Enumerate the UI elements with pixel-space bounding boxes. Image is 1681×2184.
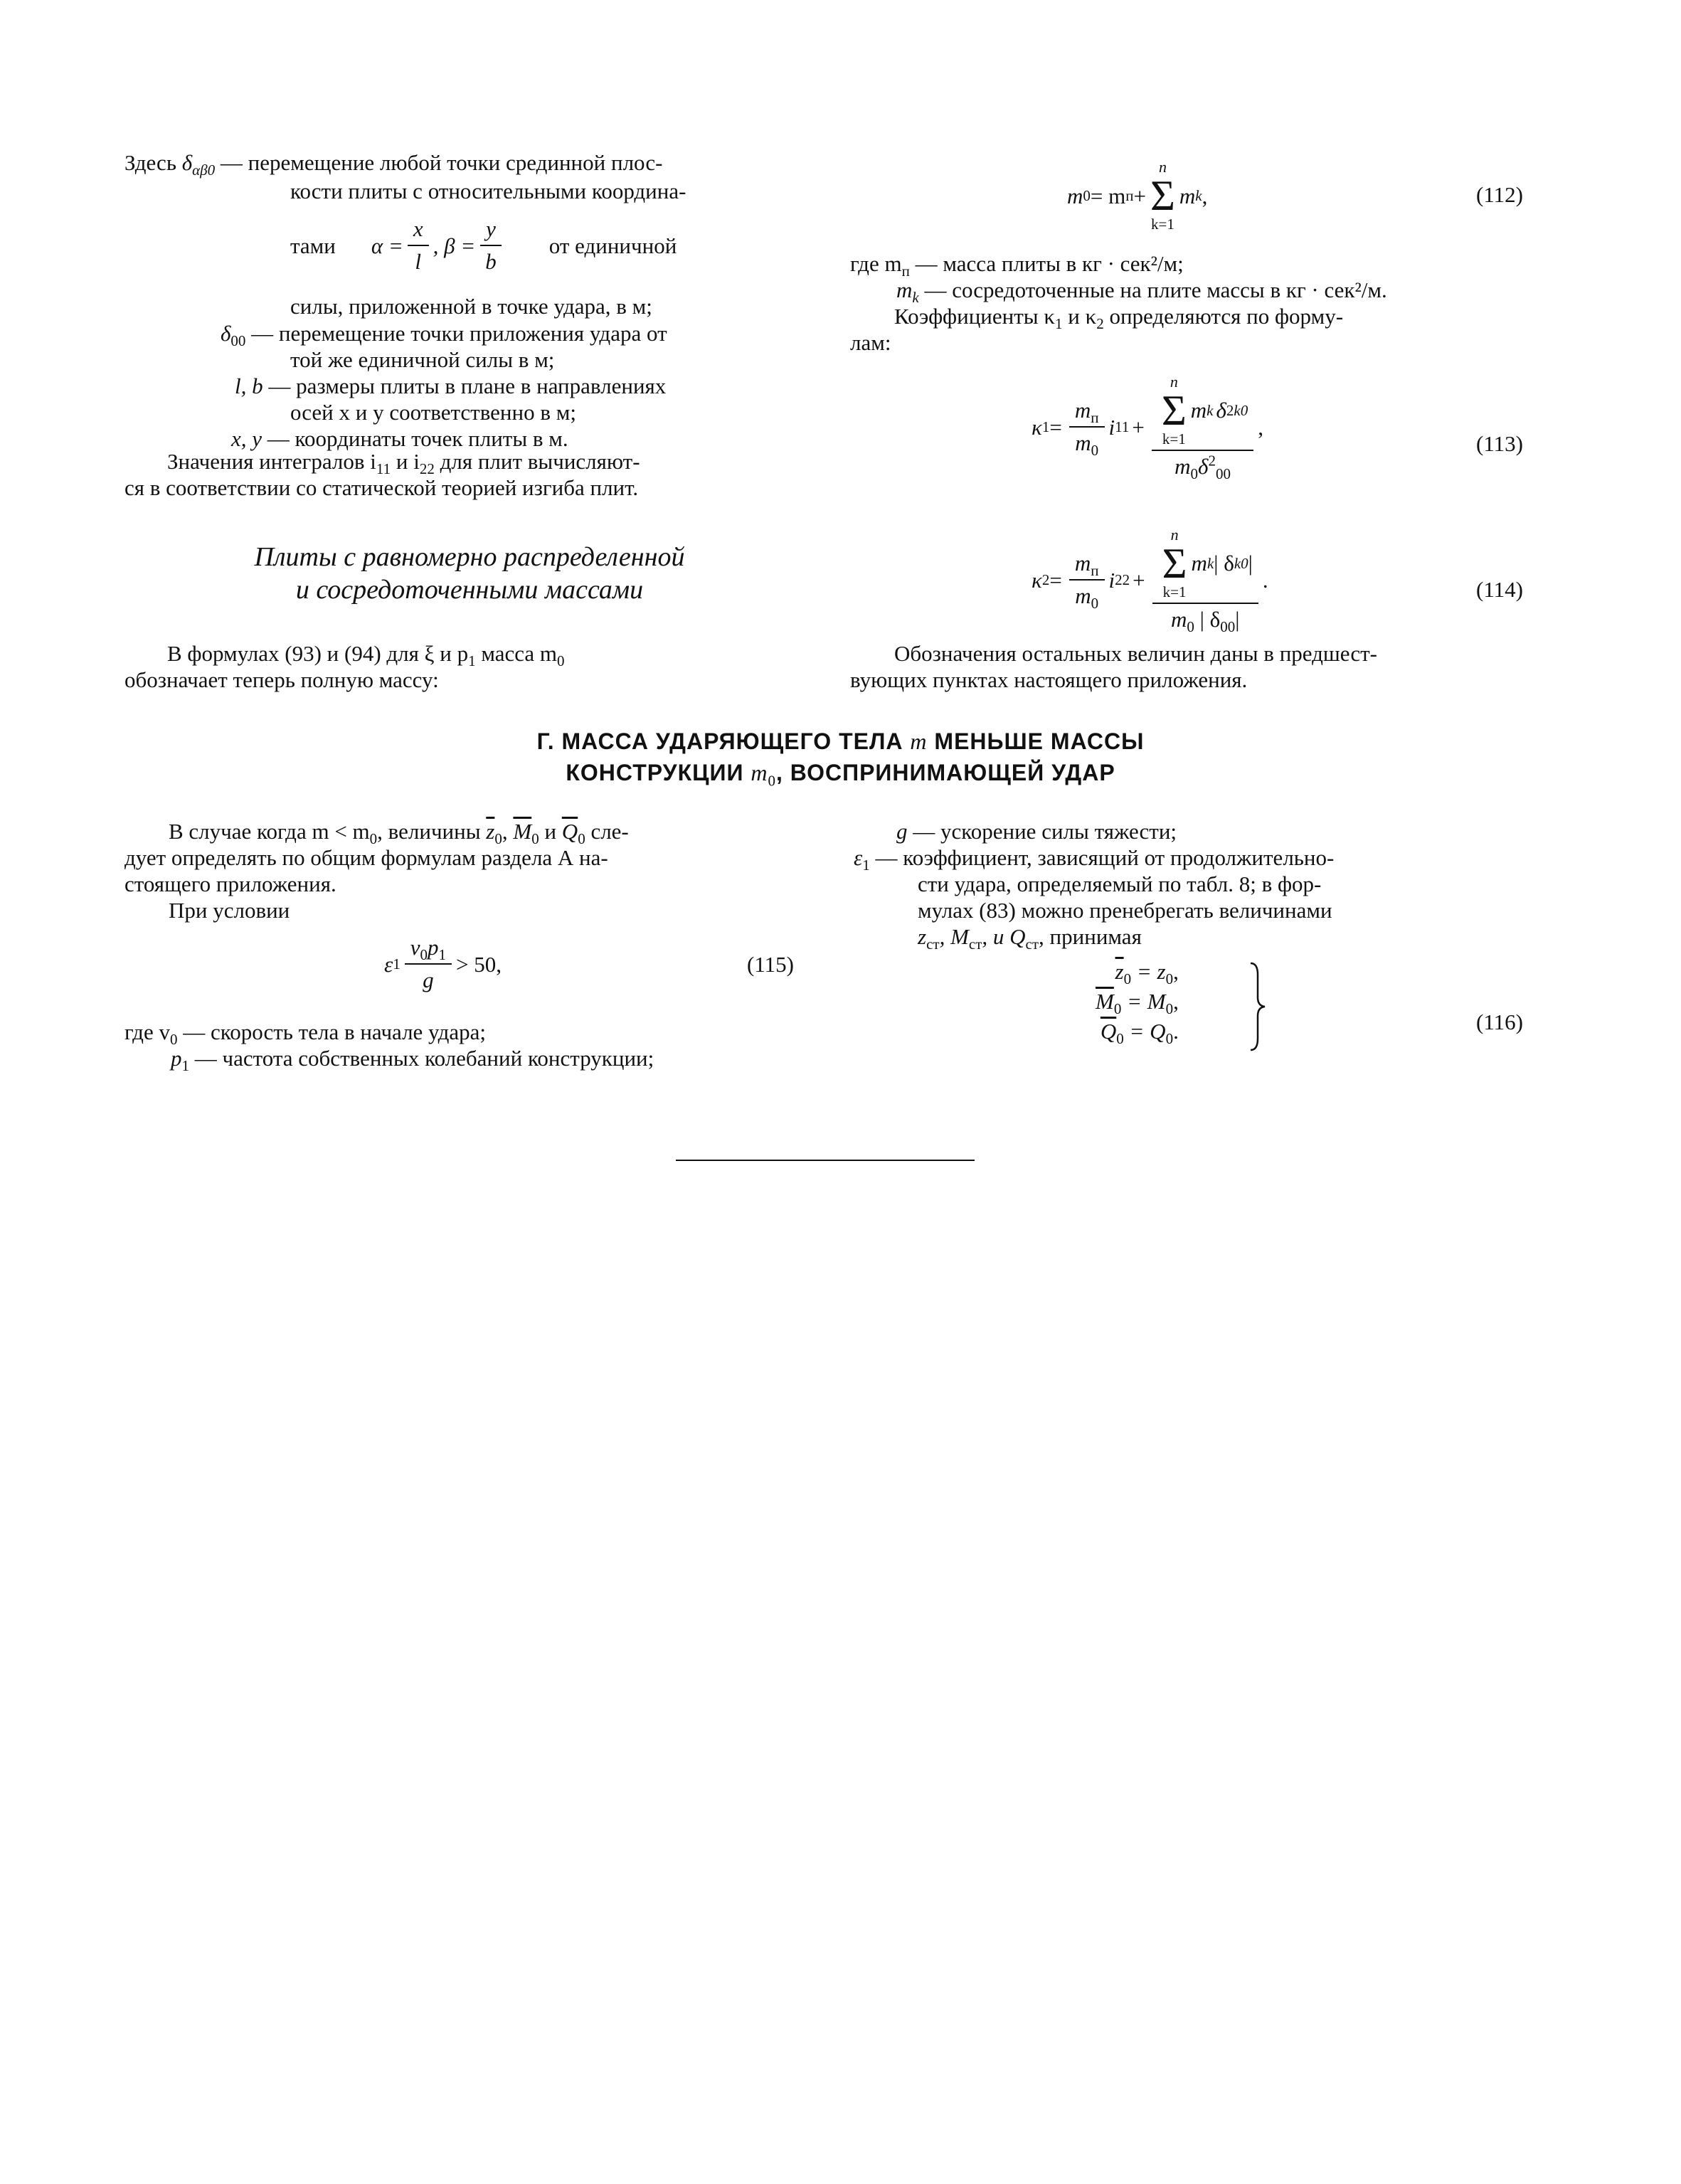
eq116-l1-end: , [1173,959,1179,984]
eq113-den: m [1174,454,1191,479]
bl-p1-b: , величины [377,819,487,844]
def1-line-b-text: кости плиты с относительными координа- [290,179,686,203]
eq113-mass-fraction [1069,397,1105,460]
bl-p1-sub: 0 [369,830,378,848]
def2-line-b [290,346,554,373]
delta-ab0-symbol: δ [181,150,193,175]
bl-z0: $\overline{z}$ [486,819,495,844]
bottom-left-paragraph [124,818,818,923]
eq116-Q0-rhs: = Q [1123,1019,1166,1044]
integrals-d: ся в соответствии со статической теорией изгиба плит. [124,475,639,500]
eq116-brace [1246,960,1268,1053]
notes-paragraph [850,640,1544,693]
bl-and: и [539,819,562,844]
g-symbol: g [896,819,908,844]
eq112-plus: + [1133,183,1146,208]
eq114-den-sub: 0 [1187,618,1194,636]
where-p1-sym: p [171,1046,182,1071]
eq112-tail: , [1202,183,1208,208]
alpha-fraction [408,216,429,275]
eq116-z0-sub: 0 [1123,970,1132,988]
i22-sub: 22 [419,460,435,478]
eq114-fnum-sub: п [1091,562,1099,580]
eq115-fnum-sub2: 1 [438,946,446,964]
eq112-sum-sigma: Σ [1150,172,1175,219]
alpha-numerator: x [408,216,429,246]
bl-M0-sub: 0 [531,830,539,848]
where-v0-b: — скорость тела в начале удара; [177,1019,486,1044]
def2-line-b-text: той же единичной силы в м; [290,347,555,372]
eq114-num-abs-end: | [1248,551,1253,576]
eq114-num-abs-sub: k0 [1234,555,1248,572]
lb-p2: обозначает теперь полную массу: [124,667,439,692]
eq113-fden-sub: 0 [1091,442,1099,460]
eps-definition [854,844,1335,874]
def1-line-c: тами [290,233,336,258]
delta00-sub: 00 [230,332,246,350]
where-v0 [124,1019,486,1049]
subheading-line2: и сосредоточенными массами [295,575,644,605]
where1-a: где m [850,251,902,276]
eq113-sum-top: n [1170,373,1178,391]
eq114-eq: = [1049,567,1062,593]
def1-line-a: — перемещение любой точки срединной плос- [220,150,663,175]
eq113-sum-sigma: Σ [1161,387,1187,434]
eq113-num-term-sub: k [1207,402,1214,419]
eq116-z0-rhs-sub: 0 [1165,970,1174,988]
eq114-sum [1162,526,1187,600]
where2-b: — сосредоточенные на плите массы в кг · сек²/м. [918,277,1387,302]
where1-b: — масса плиты в кг · сек²/м; [909,251,1184,276]
eq116-number: (116) [1476,1009,1523,1034]
g-definition [896,818,1177,844]
bl-comma1: , [502,819,514,844]
subheading-line1: Плиты с равномерно распределенной [254,542,685,572]
section-line2-m: m [751,760,768,785]
eps-def-z: z [918,924,927,949]
eq114-den-abs-sub: 00 [1220,618,1236,636]
eq116-M0: $\overline{M}$ [1096,989,1114,1014]
eq115-fnum-v: v [410,935,420,960]
bl-p1-a: В случае когда m < m [169,819,370,844]
eq114-fden: m [1075,583,1091,608]
eq114-lhs: κ [1032,567,1042,593]
where2-sub: k [912,289,919,307]
def2-line-a: — перемещение точки приложения удара от [251,321,667,346]
def1-line-e-text: силы, приложенной в точке удара, в м; [290,294,652,319]
delta-ab0-definition [124,149,818,179]
delta00-symbol: δ [221,321,231,346]
where2-a: m [896,277,913,302]
eq114-den-abs: | δ [1194,607,1221,632]
eq113-eq: = [1049,414,1062,440]
section-line1-b: МЕНЬШЕ МАССЫ [927,728,1145,754]
eq112-mid: = m [1090,183,1126,208]
def3-line-a: — размеры плиты в плане в направлениях [268,373,667,398]
end-rule [676,1160,975,1161]
notes-b: вующих пунктах настоящего приложения. [850,667,1248,692]
alpha-equals: α = [371,233,403,258]
section-line2-a: КОНСТРУКЦИИ [566,760,751,785]
eq114-tail: . [1262,567,1268,593]
section-line1-m: m [910,728,928,754]
beta-equals: , β = [433,233,476,258]
eq116-l2-end: , [1173,989,1179,1014]
zdes-label: Здесь [124,150,176,175]
eq114-sum-bottom: k=1 [1162,583,1187,600]
def1-line-b [290,178,817,204]
eps-def-M: , M [939,924,969,949]
coef-sub1: 1 [1055,315,1063,333]
equation-116 [1096,957,1179,1046]
eq115-rhs: > 50, [455,951,502,977]
eps-def-continued [918,871,1544,953]
eq113-sum [1162,373,1187,447]
section-heading [0,726,1681,788]
eps-def-z-sub: ст [926,935,940,953]
eq113-sum-bottom: k=1 [1162,430,1186,447]
eps-def-Q-sub: ст [1025,935,1039,953]
eps-def-M-sub: ст [968,935,982,953]
eps-symbol: ε [854,845,863,870]
eq116-M0-rhs-sub: 0 [1165,1000,1174,1018]
eq112-lhs: m [1067,183,1083,208]
where-v0-a: где v [124,1019,170,1044]
eq114-number: (114) [1476,577,1523,602]
section-line1-a: Г. МАССА УДАРЯЮЩЕГО ТЕЛА [536,728,911,754]
eq114-num-abs: | δ [1214,551,1234,576]
eq116-l3-end: . [1173,1019,1179,1044]
notes-a: Обозначения остальных величин даны в предшест- [894,641,1377,666]
bl-M0: $\overline{M}$ [513,819,532,844]
eq113-plus: + [1132,414,1145,440]
lb-definition [235,373,666,399]
lb-p1-b: масса m [475,641,558,666]
eq116-Q0-rhs-sub: 0 [1165,1030,1174,1048]
eps-def-b: сти удара, определяемый по табл. 8; в фор- [918,871,1322,896]
eq113-sum-fraction: n Σ k=1 m k δ 2 k0 $m_0\delta^2_{00}$ [1152,373,1253,480]
eq116-Q0-sub: 0 [1116,1030,1124,1048]
eq114-i: i [1108,567,1115,593]
bl-z0-sub: 0 [494,830,502,848]
eps-sub: 1 [862,857,870,874]
coef-d: лам: [850,330,891,355]
def1-alpha-beta-line [290,206,817,285]
lb-p1: В формулах (93) и (94) для ξ и p [167,641,469,666]
eq114-fden-sub: 0 [1091,595,1099,613]
eq114-den: m [1171,607,1187,632]
eq114-num-term-sub: k [1207,555,1214,572]
eq114-sum-fraction [1152,526,1258,636]
bl-p1-e: стоящего приложения. [124,871,336,896]
integrals-b: и i [391,449,420,474]
eq116-Q0: $\overline{Q}$ [1100,1019,1117,1044]
beta-denominator: b [485,249,497,274]
equation-112: m 0 = m п + n Σ k=1 m k , [1067,158,1208,233]
eq115-fnum-p: p [427,935,439,960]
where-mk [896,277,1387,307]
coef-sub2: 2 [1096,315,1104,333]
eq113-lhs: κ [1032,414,1042,440]
lb-symbol: l, b [235,373,263,398]
eq113-fnum-sub: п [1091,409,1099,427]
section-heading-line1 [0,726,1681,757]
eq112-term-sub: k [1195,187,1202,204]
lb-p1-sub: 1 [468,652,476,670]
eq112-number: (112) [1476,182,1523,207]
bl-p1-c: сле- [585,819,629,844]
eq114-mass-fraction [1069,550,1105,613]
equation-115: ε 1 $\frac{v_0p_1}{g}$ > 50, [384,935,502,992]
eq113-num-term: m [1190,398,1207,423]
eq112-sum-bottom: k=1 [1151,216,1174,233]
subheading [124,541,815,606]
bl-p2: При условии [169,898,290,923]
alpha-denominator: l [415,249,422,274]
def1-line-e [290,293,652,319]
coef-a: Коэффициенты κ [894,304,1055,329]
eq114-fnum: m [1074,551,1091,576]
eq115-fden: g [423,968,434,992]
equation-113: κ 1 = $\frac{m_п}{m_0}$ i 11 + n Σ k=1 m k δ 2 k0 $m_0\delta^2_{00}$ , [1032,373,1263,483]
where-p1-b: — частота собственных колебаний конструкции; [189,1046,654,1071]
eq115-eps: ε [384,951,393,977]
eq113-num-delta-sub: k0 [1234,402,1248,419]
eq115-number: (115) [747,952,794,977]
equation-114: κ 2 = $\frac{m_п}{m_0}$ i 22 + n Σ k=1 m k | δ k0 | $m_0$ | $\delta_{00}|$ . [1032,526,1268,636]
eq112-sum [1150,159,1175,233]
beta-numerator: y [480,216,502,246]
integrals-a: Значения интегралов i [167,449,376,474]
bl-Q0-sub: 0 [578,830,585,848]
bl-Q0: $\overline{Q}$ [561,819,578,844]
bl-p1-d: дует определять по общим формулам раздела А на- [124,845,608,870]
eq116-z0-rhs: = z [1131,959,1166,984]
i11-sub: 11 [376,460,391,478]
eq113-tail: , [1258,414,1263,440]
def1-line-d: от единичной [548,233,677,258]
eq114-sum-top: n [1170,526,1179,544]
eq113-den-delta-sup: 2 [1208,452,1216,470]
delta-ab0-sub: αβ0 [192,161,216,179]
g-def-text: — ускорение силы тяжести; [907,819,1177,844]
left-bottom-paragraph [124,640,818,693]
coef-b: и κ [1062,304,1097,329]
eq113-den-delta-sub: 00 [1215,465,1231,483]
eq115-fraction [405,934,452,994]
section-heading-line2 [0,757,1681,788]
eq113-fden: m [1075,430,1091,455]
where-p1 [171,1045,654,1075]
integrals-paragraph [124,448,818,501]
def3-line-b [290,399,576,425]
eq113-num-delta: δ [1216,398,1226,423]
integrals-c: для плит вычисляют- [434,449,640,474]
eq116-M0-sub: 0 [1113,1000,1122,1018]
section-line2-sub: 0 [768,772,776,790]
eq114-num-term: m [1191,551,1207,576]
eq113-number: (113) [1476,431,1523,456]
where-p1-sub: 1 [181,1057,189,1075]
eq114-den-abs-end: | [1235,607,1240,632]
def3-line-b-text: осей x и y соответственно в м; [290,400,576,425]
where-v0-sub: 0 [169,1031,178,1049]
eq116-z0: $\overline{z}$ [1115,959,1124,984]
eq115-fnum-sub1: 0 [420,946,428,964]
where-mp [850,250,1184,280]
def4-text: — координаты точек плиты в м. [267,426,568,451]
beta-fraction [479,216,502,275]
eps-def-a: — коэффициент, зависящий от продолжительно- [869,845,1335,870]
eq113-den-sub: 0 [1190,465,1199,483]
lb-p1-b-sub: 0 [557,652,565,670]
eq112-term: m [1179,183,1196,208]
coef-paragraph [850,303,1544,356]
eq114-plus: + [1133,567,1145,593]
where1-sub: п [901,263,910,280]
eps-def-Q: , и Q [982,924,1026,949]
section-line2-b: , ВОСПРИНИМАЮЩЕЙ УДАР [775,760,1115,785]
eps-def-c: мулах (83) можно пренебрегать величинами [918,898,1332,923]
eq112-sum-top: n [1158,158,1167,176]
eq113-fnum: m [1074,398,1091,423]
eps-def-d4: , принимая [1039,924,1142,949]
xy-symbol: x, y [231,426,263,451]
eq114-sum-sigma: Σ [1162,540,1187,587]
delta00-definition [221,320,667,350]
eq113-i: i [1108,414,1115,440]
coef-c: определяются по форму- [1103,304,1344,329]
eq113-den-delta: δ [1198,454,1209,479]
eq116-M0-rhs: = M [1121,989,1166,1014]
